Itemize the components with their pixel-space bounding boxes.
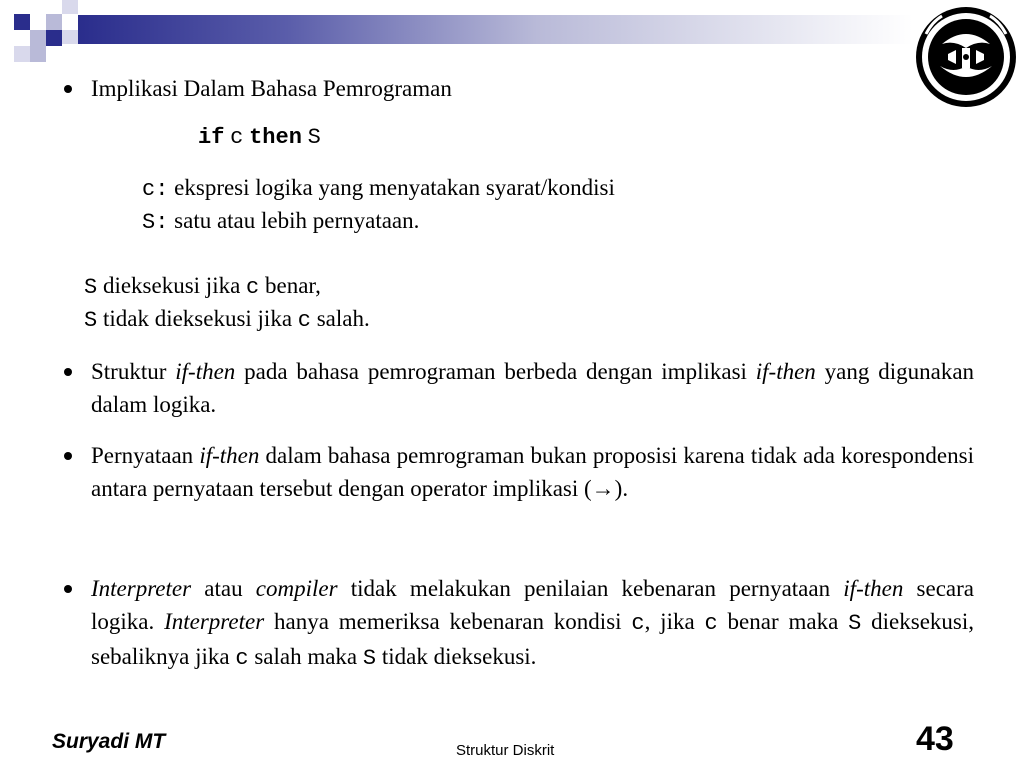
bullet4-paragraph bbox=[91, 572, 974, 675]
text-run: dieksekusi, sebaliknya jika bbox=[91, 609, 974, 669]
rule-text: dieksekusi jika bbox=[102, 273, 241, 298]
text-run: yang digunakan dalam logika. bbox=[91, 359, 975, 417]
text-run: pada bahasa pemrograman berbeda dengan implikasi bbox=[235, 359, 756, 384]
definition-text: ekspresi logika yang menyatakan syarat/kondisi bbox=[174, 175, 615, 200]
emphasis: compiler bbox=[255, 576, 338, 601]
definition-s bbox=[142, 204, 419, 239]
bullet-dot bbox=[64, 85, 72, 93]
rule-var: S bbox=[84, 308, 98, 333]
emphasis: if-then bbox=[175, 359, 236, 384]
definition-term: S: bbox=[142, 210, 169, 235]
keyword-if: if bbox=[198, 125, 225, 150]
code-var: S bbox=[848, 611, 862, 636]
code-var: c bbox=[631, 611, 645, 636]
bullet-dot bbox=[64, 585, 72, 593]
rule-true bbox=[84, 269, 321, 304]
keyword-then: then bbox=[249, 125, 302, 150]
definition-c bbox=[142, 171, 615, 206]
bullet-dot bbox=[64, 452, 72, 460]
text-run: Struktur bbox=[91, 359, 176, 384]
definition-text: satu atau lebih pernyataan. bbox=[174, 208, 420, 233]
text-run: tidak dieksekusi. bbox=[376, 644, 537, 669]
emphasis: if-then bbox=[843, 576, 904, 601]
rule-var: S bbox=[84, 275, 98, 300]
page-number: 43 bbox=[916, 720, 954, 758]
text-run: benar maka bbox=[717, 609, 849, 634]
text-run: Pernyataan bbox=[91, 443, 200, 468]
text-run: atau bbox=[191, 576, 256, 601]
footer-course: Struktur Diskrit bbox=[456, 742, 555, 759]
code-var: S bbox=[362, 646, 377, 671]
bullet2-paragraph bbox=[91, 355, 974, 421]
rule-text: salah. bbox=[316, 306, 370, 331]
code-line bbox=[198, 119, 321, 154]
var-c: c bbox=[230, 125, 244, 150]
footer-author: Suryadi MT bbox=[52, 730, 166, 753]
emphasis: if-then bbox=[755, 359, 816, 384]
text-run: salah maka bbox=[248, 644, 363, 669]
definition-term: c: bbox=[142, 177, 169, 202]
text-run: , jika bbox=[644, 609, 705, 634]
bullet-dot bbox=[64, 368, 72, 376]
rule-var: c bbox=[297, 308, 311, 333]
bullet3-paragraph bbox=[91, 439, 974, 505]
emphasis: if-then bbox=[199, 443, 260, 468]
bullet1-heading: Implikasi Dalam Bahasa Pemrograman bbox=[91, 76, 452, 101]
emphasis: Interpreter bbox=[164, 609, 265, 634]
text-run: secara logika. bbox=[91, 576, 974, 634]
rule-text: tidak dieksekusi jika bbox=[102, 306, 293, 331]
var-s: S bbox=[307, 125, 321, 150]
code-var: c bbox=[235, 646, 249, 671]
text-run: dalam bahasa pemrograman bukan proposisi karena tidak ada korespondensi antara pernyataan tersebut dengan operator implikasi (→). bbox=[91, 443, 974, 501]
text-run: hanya memeriksa kebenaran kondisi bbox=[264, 609, 632, 634]
rule-text: benar, bbox=[265, 273, 321, 298]
emphasis: Interpreter bbox=[91, 576, 192, 601]
rule-var: c bbox=[246, 275, 260, 300]
code-var: c bbox=[704, 611, 718, 636]
text-run: tidak melakukan penilaian kebenaran pernyataan bbox=[337, 576, 844, 601]
rule-false bbox=[84, 302, 370, 337]
